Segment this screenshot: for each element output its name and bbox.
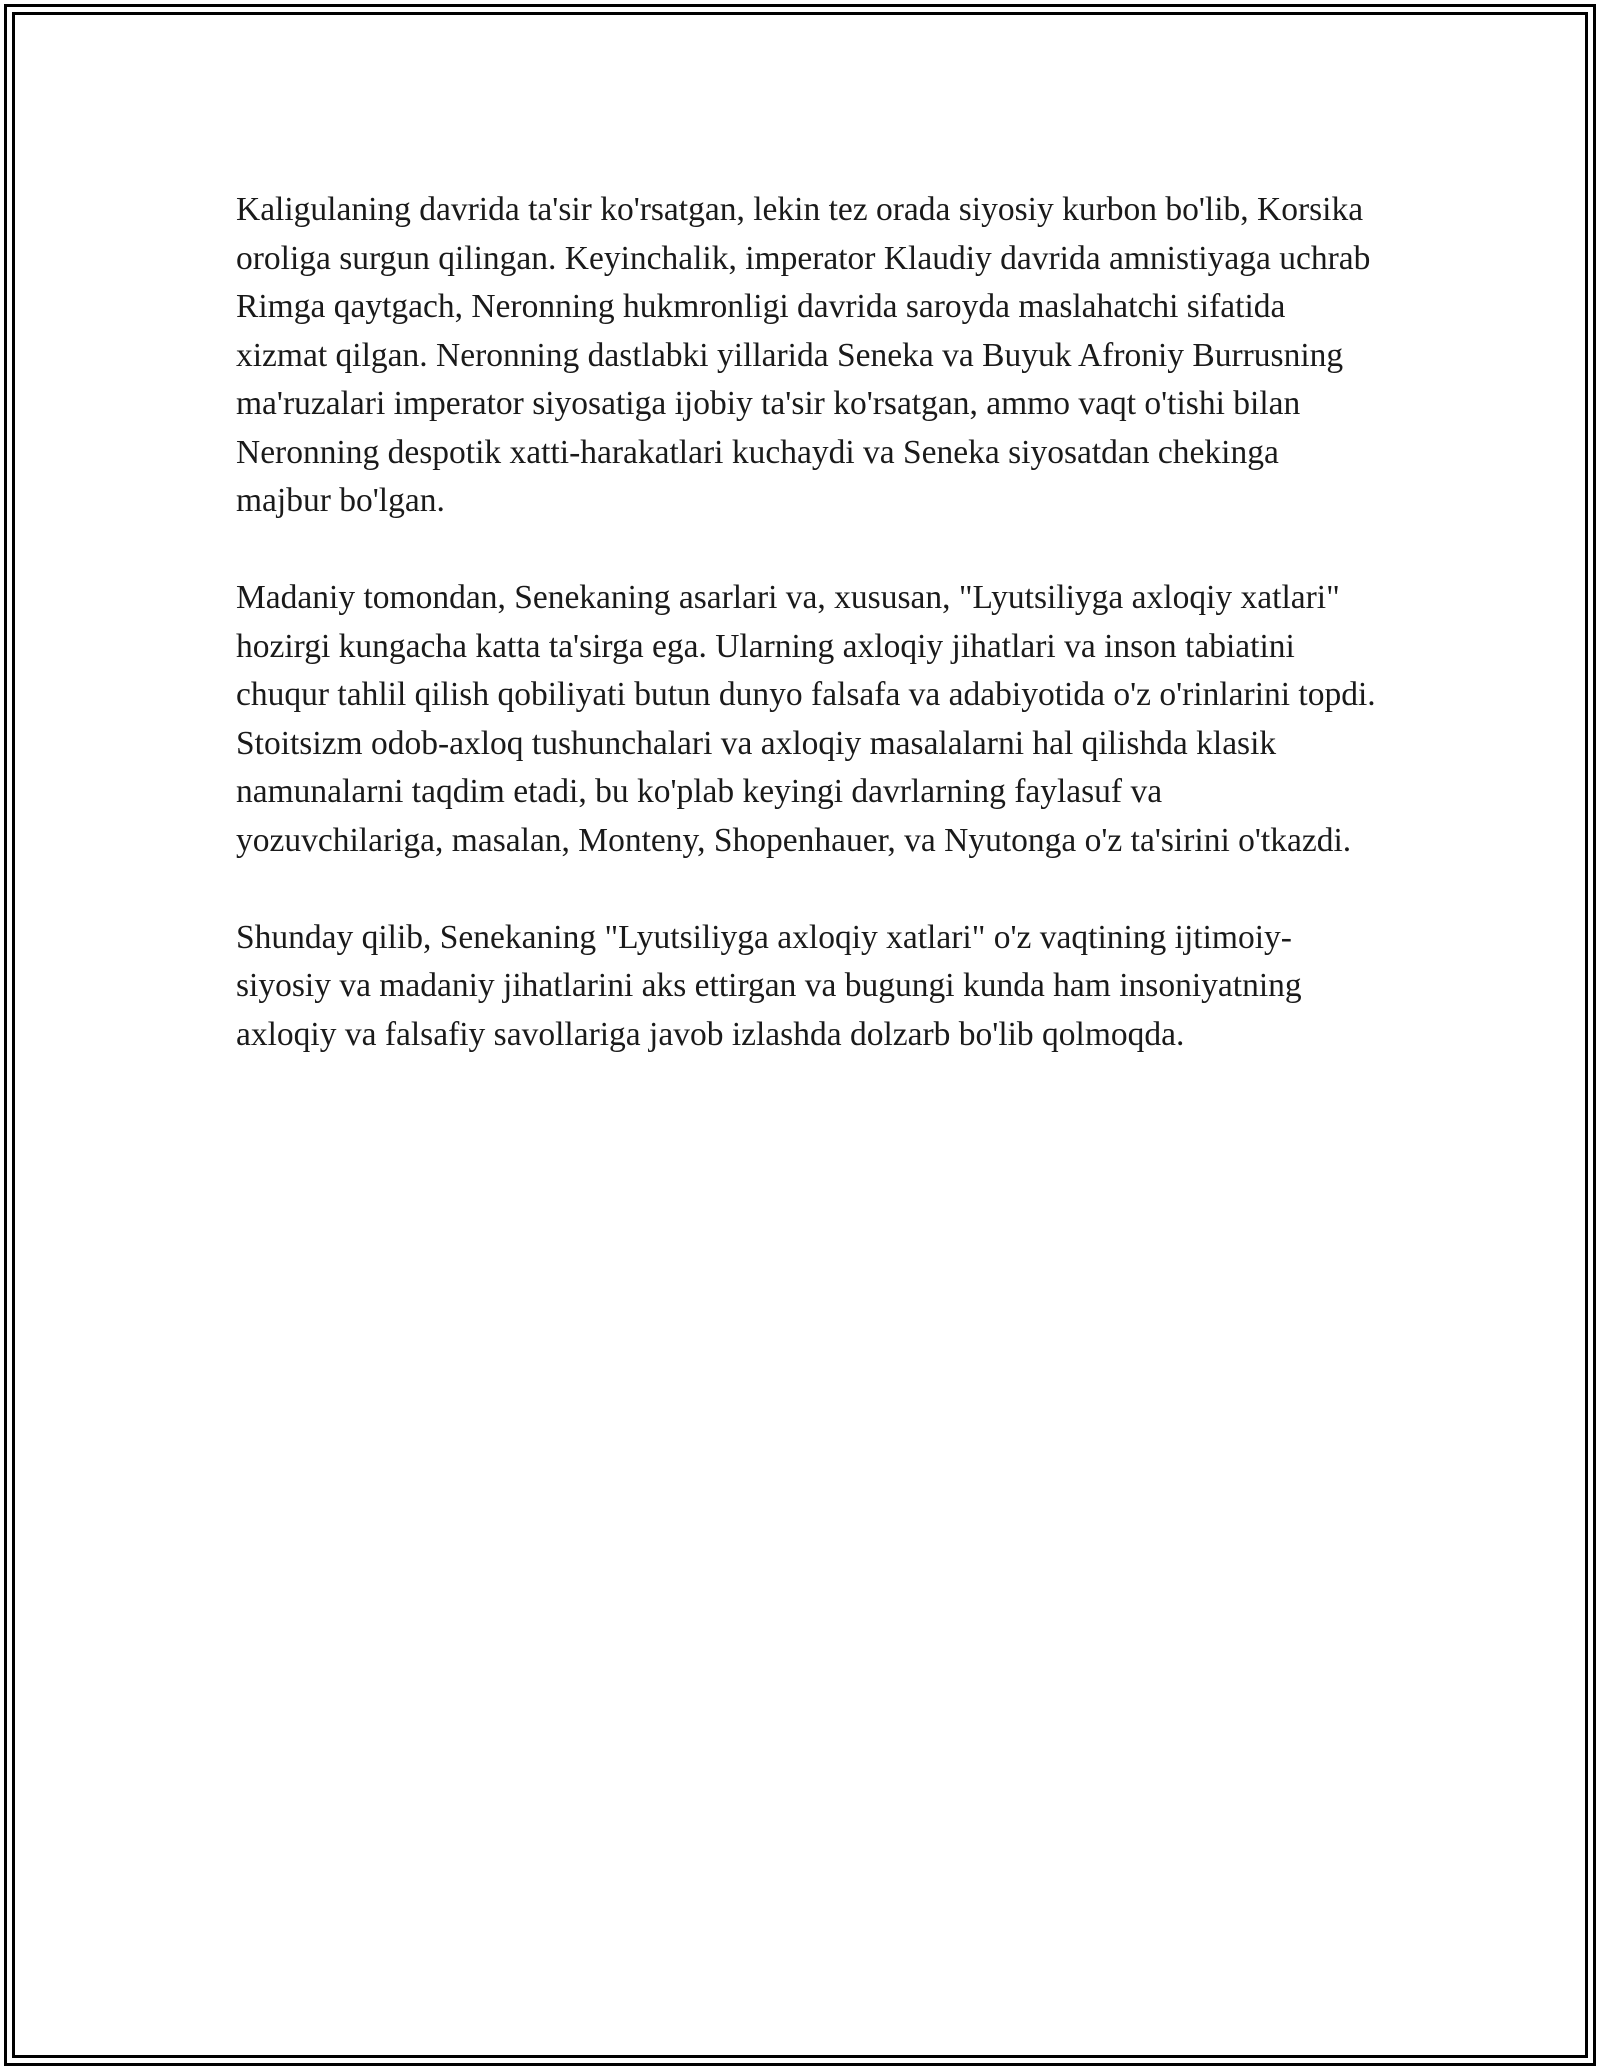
paragraph-3: Shunday qilib, Senekaning "Lyutsiliyga axloqiy xatlari" o'z vaqtining ijtimoiy-siyosiy va madaniy jihatlarini aks ettirgan va bugungi kunda ham insoniyatning axloqiy va falsafiy savollariga javob izlashda dolzarb bo'lib qolmoqda. xyxy=(236,918,1302,1053)
paragraph-1: Kaligulaning davrida ta'sir ko'rsatgan, lekin tez orada siyosiy kurbon bo'lib, Korsika oroliga surgun qilingan. Keyinchalik, imperator Klaudiy davrida amnistiyaga uchrab Rimga qaytgach, Neronning hukmronligi davrida saroyda maslahatchi sifatida xizmat qilgan. Neronning dastlabki yillarida Seneka va Buyuk Afroniy Burrusning ma'ruzalari imperator siyosatiga ijobiy ta'sir ko'rsatgan, ammo vaqt o'tishi bilan Neronning despotik xatti-harakatlari kuchaydi va Seneka siyosatdan chekinga majbur bo'lgan. xyxy=(236,191,1371,519)
paragraph-2: Madaniy tomondan, Senekaning asarlari va, xususan, "Lyutsiliyga axloqiy xatlari" hozirgi kungacha katta ta'sirga ega. Ularning axloqiy jihatlari va inson tabiatini chuqur tahlil qilish qobiliyati butun dunyo falsafa va adabiyotida o'z o'rinlarini topdi. Stoitsizm odob-axloq tushunchalari va axloqiy masalalarni hal qilishda klasik namunalarni taqdim etadi, bu ko'plab keyingi davrlarning faylasuf va yozuvchilariga, masalan, Monteny, Shopenhauer, va Nyutonga o'z ta'sirini o'tkazdi. xyxy=(236,579,1376,859)
document-body xyxy=(236,186,1376,1059)
